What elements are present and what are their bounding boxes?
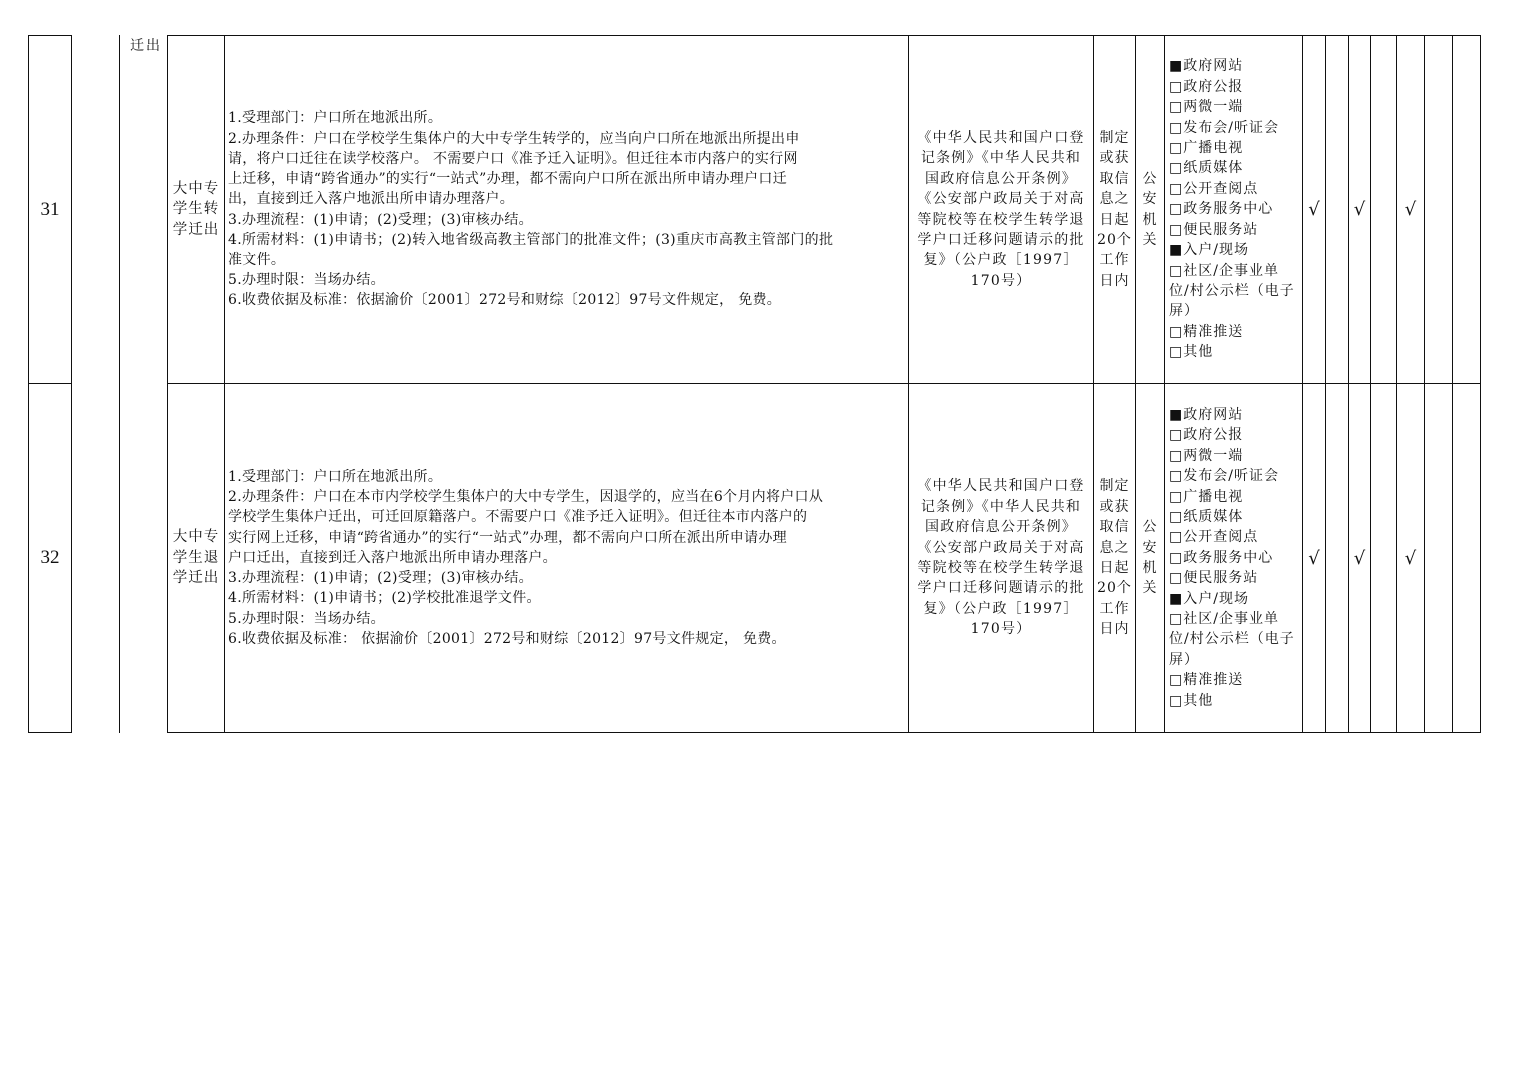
detail-line: 实行网上迁移，申请“跨省通办”的实行“一站式”办理，都不需向户口所在派出所申请办理 (228, 529, 787, 546)
channel-option: ■入户/现场 (1169, 242, 1249, 259)
row-31-basis-cell (908, 35, 1094, 384)
check-mark: √ (1404, 199, 1417, 220)
checkbox-icon: □ (1169, 468, 1184, 485)
row-31-mark-cell (1348, 35, 1371, 384)
check-mark: √ (1308, 547, 1320, 569)
channel-option: □政府公报 (1169, 78, 1244, 95)
checkbox-icon: ■ (1169, 58, 1184, 75)
detail-line: 学校学生集体户迁出，可迁回原籍落户。不需要户口《准予迁入证明》。但迁往本市内落户的 (228, 509, 808, 526)
channel-option: □两微一端 (1169, 447, 1244, 464)
category-label: 迁出 (130, 38, 162, 54)
detail-line: 4.所需材料：(1)申请书；(2)学校批准退学文件。 (228, 590, 541, 607)
basis-text: 《中华人民共和国户口登记条例》《中华人民共和国政府信息公开条例》《公安部户政局关于对高等院校等在校学生转学退学户口迁移问题请示的批复》（公户政［1997］170号） (917, 129, 1085, 289)
checkbox-icon: □ (1169, 549, 1184, 566)
time-limit-text: 制定或获取信息之日起20个工作日内 (1097, 478, 1132, 638)
checkbox-icon: □ (1169, 262, 1184, 279)
channel-option: □社区/企事业单位/村公示栏（电子屏） (1169, 262, 1295, 320)
channel-option: □精准推送 (1169, 323, 1244, 340)
checkbox-icon: ■ (1169, 406, 1184, 423)
row-32-mark-cell (1370, 383, 1397, 733)
channel-option: ■入户/现场 (1169, 590, 1249, 607)
check-mark: √ (1404, 547, 1417, 569)
row-31-mark-cell (1325, 35, 1349, 384)
channel-option: □发布会/听证会 (1169, 468, 1279, 485)
channel-option: □广播电视 (1169, 140, 1244, 157)
row-32-mark-cell (1396, 383, 1425, 733)
checkbox-icon: □ (1169, 140, 1184, 157)
channel-option: □其他 (1169, 344, 1214, 361)
item-name: 大中专学生退学迁出 (172, 529, 220, 587)
detail-line: 5.办理时限：当场办结。 (228, 272, 385, 289)
detail-line: 3.办理流程：(1)申请；(2)受理；(3)审核办结。 (228, 570, 533, 587)
checkbox-icon: ■ (1169, 242, 1184, 259)
checkbox-icon: □ (1169, 570, 1184, 587)
checkbox-icon: □ (1169, 529, 1184, 546)
channel-option: □发布会/听证会 (1169, 119, 1279, 136)
checkbox-icon: □ (1169, 180, 1184, 197)
check-mark: √ (1308, 199, 1320, 220)
detail-line: 4.所需材料：(1)申请书；(2)转入地省级高教主管部门的批准文件；(3)重庆市高教主管部门的批 (228, 231, 834, 248)
channel-option: ■政府网站 (1169, 406, 1244, 423)
check-mark: √ (1353, 547, 1366, 569)
row-31-item-name-cell (167, 35, 225, 384)
channel-option: □政务服务中心 (1169, 201, 1274, 218)
checkbox-icon: □ (1169, 201, 1184, 218)
subject-text: 公安机关 (1142, 519, 1158, 597)
checkbox-icon: □ (1169, 323, 1184, 340)
row-number: 31 (40, 198, 60, 220)
row-32-basis-cell (908, 383, 1094, 733)
detail-line: 出，直接到迁入落户地派出所申请办理落户。 (228, 191, 514, 208)
checkbox-icon: □ (1169, 344, 1184, 361)
checkbox-icon: □ (1169, 447, 1184, 464)
detail-line: 5.办理时限：当场办结。 (228, 610, 385, 627)
detail-line: 1.受理部门：户口所在地派出所。 (228, 469, 443, 486)
detail-line: 2.办理条件：户口在本市内学校学生集体户的大中专学生，因退学的，应当在6个月内将户口从 (228, 489, 824, 506)
row-32-time-limit-cell (1093, 383, 1136, 733)
checkbox-icon: □ (1169, 221, 1184, 238)
details-text (228, 108, 833, 310)
checkbox-icon: □ (1169, 99, 1184, 116)
detail-line: 6.收费依据及标准： 依据渝价〔2001〕272号和财综〔2012〕97号文件规定， 免费。 (228, 630, 786, 647)
row-32-item-name-cell (167, 383, 225, 733)
check-mark: √ (1353, 199, 1366, 220)
row-32-mark-cell (1325, 383, 1349, 733)
row-31-mark-cell (1370, 35, 1397, 384)
row-32-mark-cell (1348, 383, 1371, 733)
channel-option: □纸质媒体 (1169, 160, 1244, 177)
channel-option: □纸质媒体 (1169, 508, 1244, 525)
basis-text: 《中华人民共和国户口登记条例》《中华人民共和国政府信息公开条例》《公安部户政局关于对高等院校等在校学生转学退学户口迁移问题请示的批复》（公户政［1997］170号） (917, 478, 1085, 638)
row-31-details-cell (224, 35, 909, 384)
row-31-mark-cell (1452, 35, 1481, 384)
row-32-mark-cell (1302, 383, 1326, 733)
category-column-rule (119, 35, 120, 733)
channel-option: □便民服务站 (1169, 221, 1259, 238)
channel-option: □精准推送 (1169, 672, 1244, 689)
detail-line: 2.办理条件：户口在学校学生集体户的大中专学生转学的，应当向户口所在地派出所提出申 (228, 130, 800, 147)
row-31-number-cell (28, 35, 72, 384)
channel-option: □社区/企事业单位/村公示栏（电子屏） (1169, 611, 1295, 668)
subject-text: 公安机关 (1142, 170, 1158, 248)
channel-option: □政务服务中心 (1169, 549, 1274, 566)
detail-line: 1.受理部门：户口所在地派出所。 (228, 110, 443, 127)
channel-option: □便民服务站 (1169, 570, 1259, 587)
checkbox-icon: □ (1169, 78, 1184, 95)
row-32-channels-cell (1164, 383, 1303, 733)
detail-line: 请，将户口迁往在读学校落户。 不需要户口《准予迁入证明》。但迁往本市内落户的实行网 (228, 150, 798, 167)
channel-option: □广播电视 (1169, 488, 1244, 505)
row-31-mark-cell (1302, 35, 1326, 384)
channel-option: □两微一端 (1169, 99, 1244, 116)
detail-line: 户口迁出，直接到迁入落户地派出所申请办理落户。 (228, 549, 557, 566)
detail-line: 3.办理流程：(1)申请；(2)受理；(3)审核办结。 (228, 211, 533, 228)
row-31-time-limit-cell (1093, 35, 1136, 384)
channel-option: □其他 (1169, 692, 1214, 709)
time-limit-text: 制定或获取信息之日起20个工作日内 (1097, 129, 1132, 289)
checkbox-icon: □ (1169, 692, 1184, 709)
checkbox-icon: □ (1169, 119, 1184, 136)
row-32-mark-cell (1424, 383, 1453, 733)
checkbox-icon: □ (1169, 488, 1184, 505)
checkbox-icon: □ (1169, 427, 1184, 444)
checkbox-icon: □ (1169, 672, 1184, 689)
checkbox-icon: □ (1169, 508, 1184, 525)
checkbox-icon: □ (1169, 611, 1184, 628)
row-32-mark-cell (1452, 383, 1481, 733)
row-number: 32 (40, 547, 60, 568)
channel-option: □公开查阅点 (1169, 529, 1259, 546)
channel-option: ■政府网站 (1169, 58, 1244, 75)
detail-line: 6.收费依据及标准：依据渝价〔2001〕272号和财综〔2012〕97号文件规定， 免费。 (228, 292, 782, 309)
row-31-subject-cell (1135, 35, 1165, 384)
channel-option: □公开查阅点 (1169, 180, 1259, 197)
row-32-number-cell (28, 383, 72, 733)
row-31-mark-cell (1396, 35, 1425, 384)
row-32-subject-cell (1135, 383, 1165, 733)
row-32-details-cell (224, 383, 909, 733)
row-31-mark-cell (1424, 35, 1453, 384)
item-name: 大中专学生转学迁出 (172, 180, 220, 238)
detail-line: 准文件。 (228, 251, 286, 268)
row-31-channels-cell (1164, 35, 1303, 384)
details-text (228, 467, 823, 649)
detail-line: 上迁移，申请“跨省通办”的实行“一站式”办理，都不需向户口所在派出所申请办理户口迁 (228, 171, 787, 188)
checkbox-icon: ■ (1169, 590, 1184, 607)
channel-option: □政府公报 (1169, 427, 1244, 444)
checkbox-icon: □ (1169, 160, 1184, 177)
